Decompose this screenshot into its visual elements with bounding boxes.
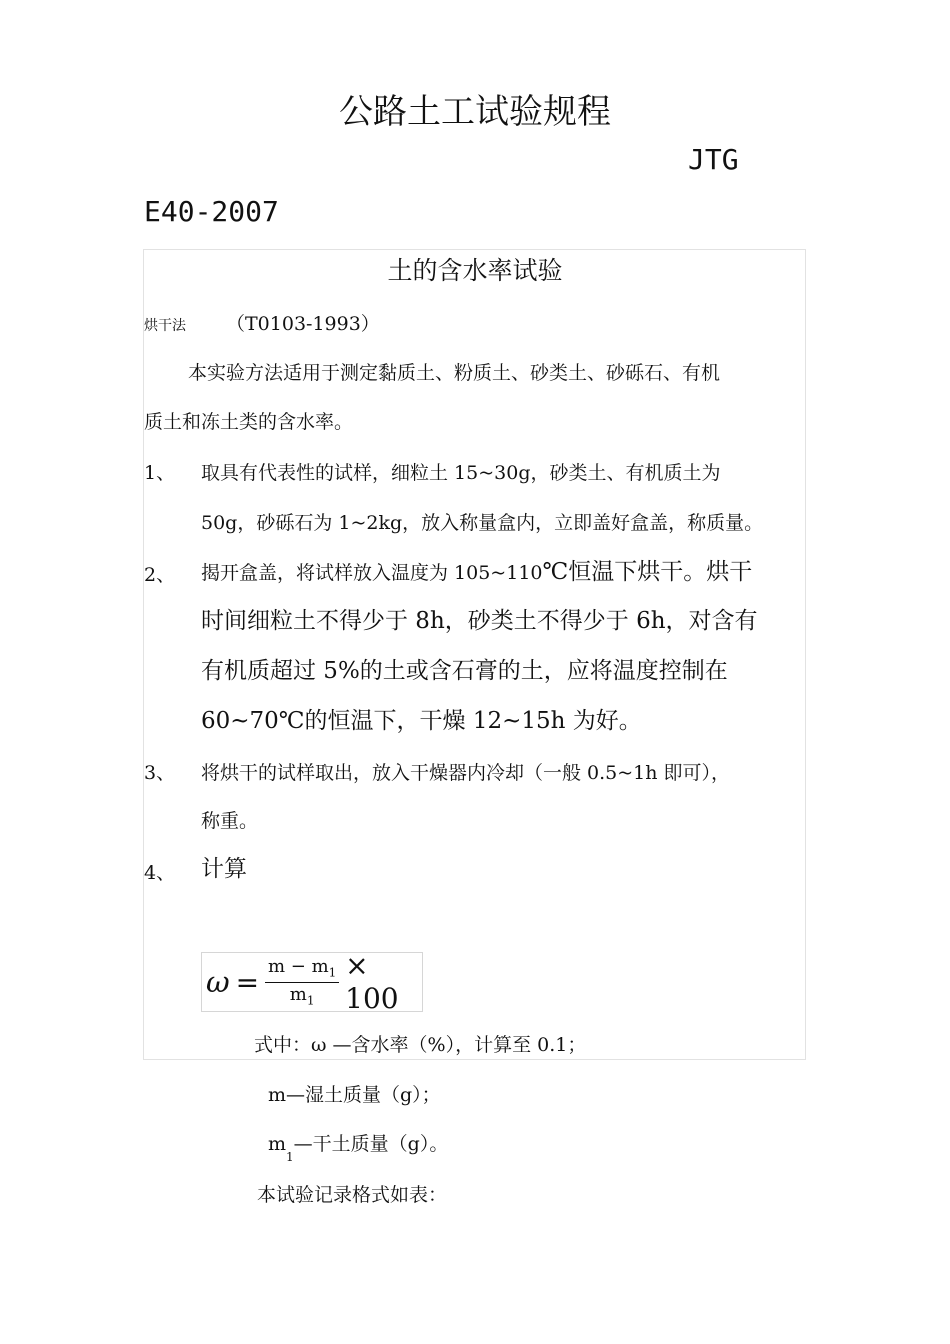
step-2-line-1 [201,553,752,586]
intro-line-2: 质土和冻土类的含水率。 [144,411,354,433]
step-number: 2、 [144,564,176,586]
step-number: 1、 [144,462,176,484]
legend-line-2: m—湿土质量（g）； [268,1084,441,1106]
document-title: 公路土工试验规程 [339,92,611,132]
step-4-line-1: 计算 [201,856,247,882]
step-2-line-4: 60~70℃的恒温下，干燥 12~15h 为好。 [201,708,642,734]
section-title: 土的含水率试验 [387,256,563,285]
method-code: （T0103-1993） [226,313,380,335]
formula-denominator: $m_1$ [289,983,315,1008]
step-2-line-3: 有机质超过 5%的土或含石膏的土，应将温度控制在 [201,658,728,684]
formula-multiplier: × 100 [345,949,399,1015]
step-1-line-2: 50g，砂砾石为 1~2kg，放入称量盒内，立即盖好盒盖，称质量。 [201,512,764,534]
step-number: 4、 [144,862,176,884]
step-2-line-2: 时间细粒土不得少于 8h，砂类土不得少于 6h，对含有 [201,608,758,634]
formula-numerator: $m - m_1$ [267,955,337,980]
step-3-line-2: 称重。 [201,810,259,832]
standard-code-part2: E40-2007 [144,195,279,228]
step-number: 3、 [144,762,176,784]
step-2-line-1-b: ℃恒温下烘干。烘干 [542,559,753,585]
step-2-line-1-a: 揭开盒盖，将试样放入温度为 105~110 [201,562,543,584]
formula-equals: = [235,965,260,999]
step-1-line-1: 取具有代表性的试样，细粒土 15~30g，砂类土、有机质土为 [201,462,721,484]
legend-line-4: 本试验记录格式如表： [257,1184,448,1206]
legend-line-3: $m_1—$干土质量（g）。 [268,1133,449,1164]
fraction-bar [265,982,339,983]
water-content-formula [201,949,423,1015]
intro-line-1: 本实验方法适用于测定黏质土、粉质土、砂类土、砂砾石、有机 [188,362,721,384]
step-3-line-1: 将烘干的试样取出，放入干燥器内冷却（一般 0.5~1h 即可）， [201,762,731,784]
legend-line-1: 式中：ω —含水率（%），计算至 0.1； [254,1034,587,1056]
formula-lhs: ω [206,965,230,999]
method-name: 烘干法 [144,318,186,334]
formula-fraction [265,957,339,1008]
standard-code-part1: JTG [688,143,739,176]
